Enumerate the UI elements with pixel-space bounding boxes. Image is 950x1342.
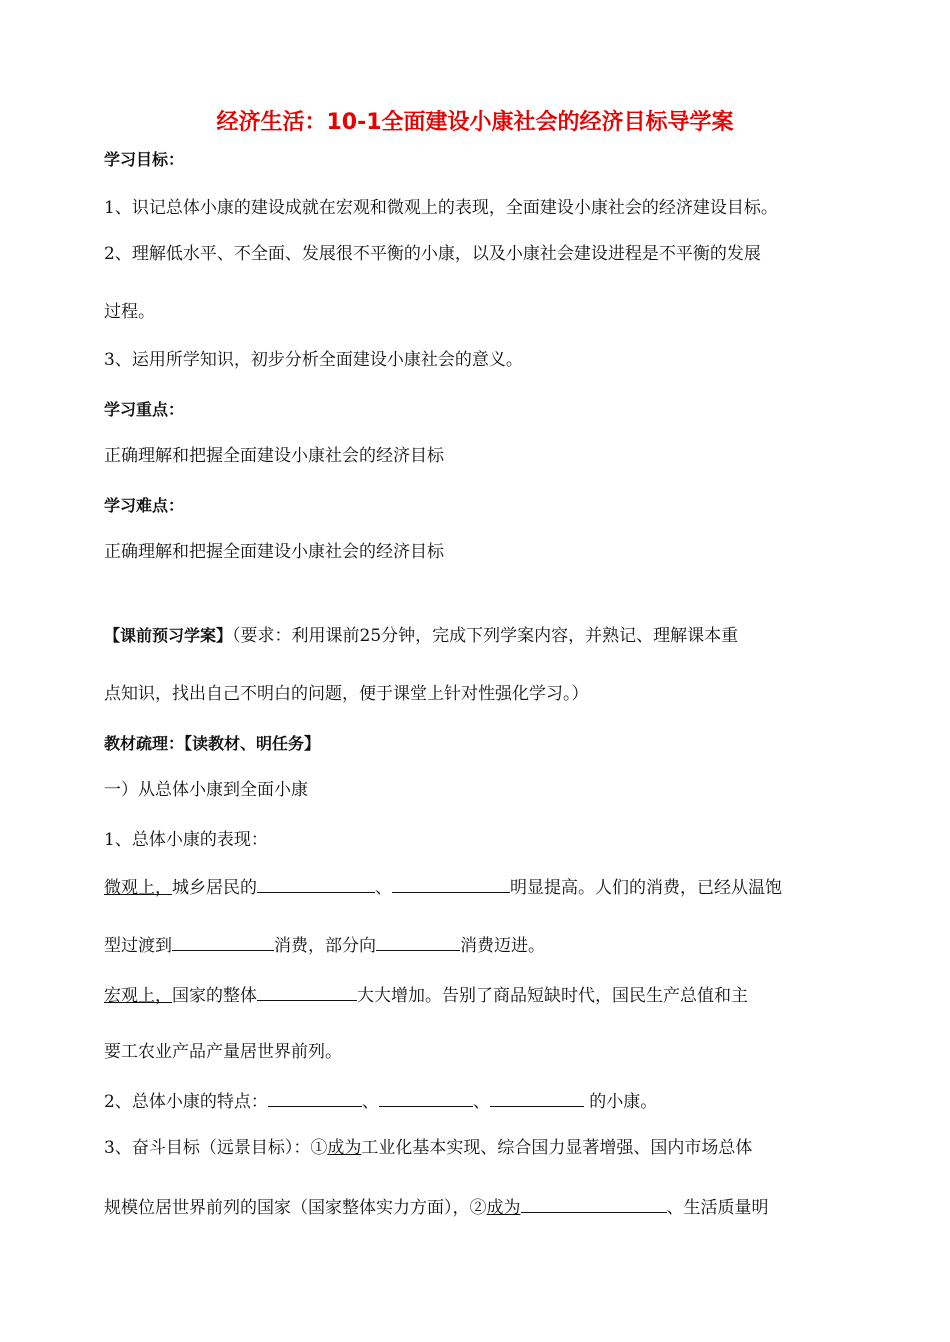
goal-item-2b: 过程。 (104, 302, 155, 322)
micro-line-1 (104, 874, 782, 900)
section-1-heading: 一）从总体小康到全面小康 (104, 780, 308, 800)
features-text-2: 的小康。 (589, 1092, 658, 1112)
micro-line-2 (104, 932, 545, 958)
micro-text-5: 消费迈进。 (460, 936, 545, 956)
goal3-underline-1: 成为 (327, 1138, 362, 1158)
macro-text-2: 大大增加。告别了商品短缺时代，国民生产总值和主 (357, 986, 748, 1006)
goals-heading: 学习目标： (104, 150, 185, 169)
difficulty-text: 正确理解和把握全面建设小康社会的经济目标 (104, 542, 444, 562)
goal-item-1: 1、识记总体小康的建设成就在宏观和微观上的表现，全面建设小康社会的经济建设目标。 (104, 198, 778, 218)
goal3-text-3: 规模位居世界前列的国家（国家整体实力方面），② (104, 1198, 487, 1218)
micro-text-1: 城乡居民的 (172, 878, 257, 898)
micro-text-3: 型过渡到 (104, 936, 172, 956)
preview-heading: 【课前预习学案】 (104, 626, 233, 645)
micro-text-2: 明显提高。人们的消费，已经从温饱 (510, 878, 782, 898)
goal3-line-1 (104, 1136, 752, 1160)
goal-item-2a: 2、理解低水平、不全面、发展很不平衡的小康，以及小康社会建设进程是不平衡的发展 (104, 244, 761, 264)
fill-blank[interactable] (392, 874, 510, 893)
fill-blank[interactable] (490, 1088, 584, 1107)
goal3-text-1: 3、奋斗目标（远景目标）：① (104, 1138, 328, 1158)
preview-text-a: （要求：利用课前25分钟，完成下列学案内容，并熟记、理解课本重 (232, 626, 739, 646)
fill-blank[interactable] (521, 1194, 667, 1213)
macro-text-3: 要工农业产品产量居世界前列。 (104, 1042, 342, 1062)
fill-blank[interactable] (268, 1088, 362, 1107)
goal-item-3: 3、运用所学知识，初步分析全面建设小康社会的意义。 (104, 350, 523, 370)
separator: 、 (361, 1092, 379, 1112)
difficulty-heading: 学习难点： (104, 496, 185, 515)
features-line (104, 1088, 657, 1114)
goal3-line-2 (104, 1194, 769, 1220)
preview-text-b: 点知识，找出自己不明白的问题，便于课堂上针对性强化学习。） (104, 684, 589, 704)
separator: 、 (472, 1092, 490, 1112)
section-1-item-1: 1、总体小康的表现： (104, 830, 268, 850)
key-point-heading: 学习重点： (104, 400, 185, 419)
outline-heading: 教材疏理：【读教材、明任务】 (104, 734, 321, 753)
goal3-text-4: 、生活质量明 (666, 1198, 769, 1218)
key-point-text: 正确理解和把握全面建设小康社会的经济目标 (104, 446, 444, 466)
fill-blank[interactable] (376, 932, 460, 951)
preview-line-1 (104, 624, 738, 648)
micro-label: 微观上， (104, 878, 172, 898)
micro-text-4: 消费，部分向 (274, 936, 376, 956)
macro-text-1: 国家的整体 (172, 986, 257, 1006)
macro-line-1 (104, 982, 748, 1008)
separator: 、 (375, 878, 392, 898)
page-title: 经济生活：10-1全面建设小康社会的经济目标导学案 (216, 110, 734, 135)
fill-blank[interactable] (172, 932, 274, 951)
features-text-1: 2、总体小康的特点： (104, 1092, 268, 1112)
goal3-text-2: 工业化基本实现、综合国力显著增强、国内市场总体 (361, 1138, 753, 1158)
goal3-underline-2: 成为 (486, 1198, 521, 1218)
fill-blank[interactable] (379, 1088, 473, 1107)
fill-blank[interactable] (257, 982, 357, 1001)
macro-label: 宏观上， (104, 986, 172, 1006)
fill-blank[interactable] (257, 874, 375, 893)
